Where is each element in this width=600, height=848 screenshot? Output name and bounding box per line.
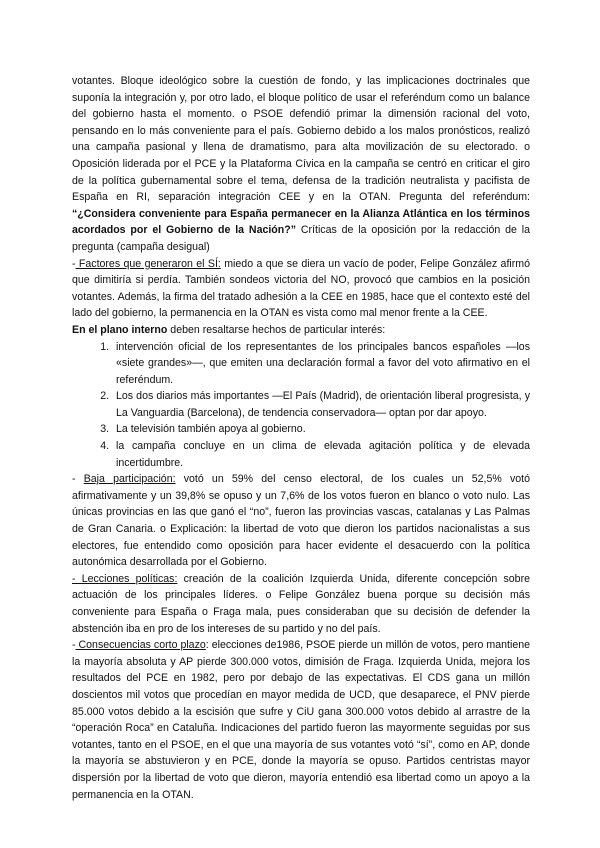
paragraph-lessons (72, 571, 530, 637)
participation-heading: Baja participación: (83, 473, 176, 486)
factors-yes-heading: Factores que generaron el SÍ: (75, 257, 221, 270)
participation-text: votó un 59% del censo electoral, de los cuales un 52,5% votó afirmativamente y un 39,8% se opuso y un 7,6% de los votos fueron en blanco o voto nulo. Las únicas provincias en las que ganó el “no”, fueron las provincias vascas, catalanas y Las Palmas de Gran Canaria. o Explicación: la libertad de voto que dieron los partidos nacionalistas a sus electores, fue entendido como oposición para hacer evidente el desacuerdo con la política autonómica desarrollada por el Gobierno. (72, 473, 530, 569)
paragraph-consequences (72, 637, 530, 803)
paragraph-internal-plane (72, 322, 530, 339)
consequences-text: : elecciones de1986, PSOE pierde un millón de votos, pero mantiene la mayoría absoluta y AP pierde 300.000 votos, dimisión de Fraga. Izquierda Unida, mejora los resultados del PCE en 1982, pero por debajo de las expectativas. El CDS gana un millón doscientos mil votos que procedían en mayor medida de UCD, que desaparece, el PNV pierde 85.000 votos debido a la escisión que sufre y CiU gana 300.000 votos debido al arrastre de la “operación Roca” en Cataluña. Indicaciones del partido fueron las mayormente seguidas por sus votantes, tanto en el PSOE, en el que una mayoría de sus votantes votó “sí”, como en AP, donde la mayoría se abstuvieron y en PCE, donde la mayoría se opuso. Partidos centristas mayor dispersión por la libertad de voto que dieron, mayoría entendió esa libertad como un apoyo a la permanencia en la OTAN. (72, 639, 530, 801)
consequences-heading: Consecuencias corto plazo (75, 639, 206, 652)
internal-plane-text: deben resaltarse hechos de particular interés: (167, 323, 386, 336)
paragraph-participation (72, 471, 530, 571)
internal-plane-heading: En el plano interno (72, 323, 168, 336)
list-item: 1. intervención oficial de los representantes de los principales bancos españoles —los «siete grandes»—, que emiten una declaración formal a favor del voto afirmativo en el referéndum. (112, 339, 530, 389)
lessons-heading: - Lecciones políticas: (72, 572, 178, 585)
participation-dash: - (72, 473, 84, 486)
facts-list (72, 339, 530, 472)
consequences-dash: - (72, 639, 76, 652)
paragraph-campaign (72, 73, 530, 256)
campaign-criticism: Críticas de la oposición por la redacción de la pregunta (campaña desigual) (72, 224, 530, 253)
paragraph-factors-yes (72, 256, 530, 322)
lessons-text: creación de la coalición Izquierda Unida, diferente concepción sobre actuación de los principales líderes. o Felipe González buena porque su decisión más conveniente para España o Fraga mala, pues consideraban que su decisión de defender la abstención iba en pro de los intereses de su partido y no del país. (72, 572, 530, 635)
list-item: 2. Los dos diarios más importantes —El País (Madrid), de orientación liberal progresista, y La Vanguardia (Barcelona), de tendencia conservadora— optan por dar apoyo. (112, 388, 530, 421)
list-item: 4. la campaña concluye en un clima de elevada agitación política y de elevada incertidumbre. (112, 438, 530, 471)
factors-dash: - (72, 257, 76, 270)
list-item: 3. La televisión también apoya al gobierno. (112, 421, 530, 438)
factors-yes-text: miedo a que se diera un vacío de poder, Felipe González afirmó que dimitiría si perdía. También sondeos victoria del NO, provocó que cambios en la posición votantes. Además, la firma del tratado adhesión a la CEE en 1985, hace que el contexto esté del lado del gobierno, la permanencia en la OTAN es vista como mal menor frente a la CEE. (72, 257, 530, 320)
referendum-question: “¿Considera conveniente para España permanecer en la Alianza Atlántica en los términos acordados por el Gobierno de la Nación?” (72, 207, 530, 237)
campaign-text: votantes. Bloque ideológico sobre la cuestión de fondo, y las implicaciones doctrinales que suponía la integración y, por otro lado, el bloque político de usar el referéndum como un balance del gobierno hasta el momento. o PSOE defendió primar la dimensión racional del voto, pensando en lo más conveniente para el país. Gobierno debido a los malos pronósticos, realizó una campaña pasional y llena de dramatismo, para alta movilización de su electorado. o Oposición liderada por el PCE y la Plataforma Cívica en la campaña se centró en criticar el giro de la política gubernamental sobre el tema, defensa de la tradición neutralista y pacifista de España en RI, separación integración CEE y en la OTAN. Pregunta del referéndum: (72, 75, 530, 204)
